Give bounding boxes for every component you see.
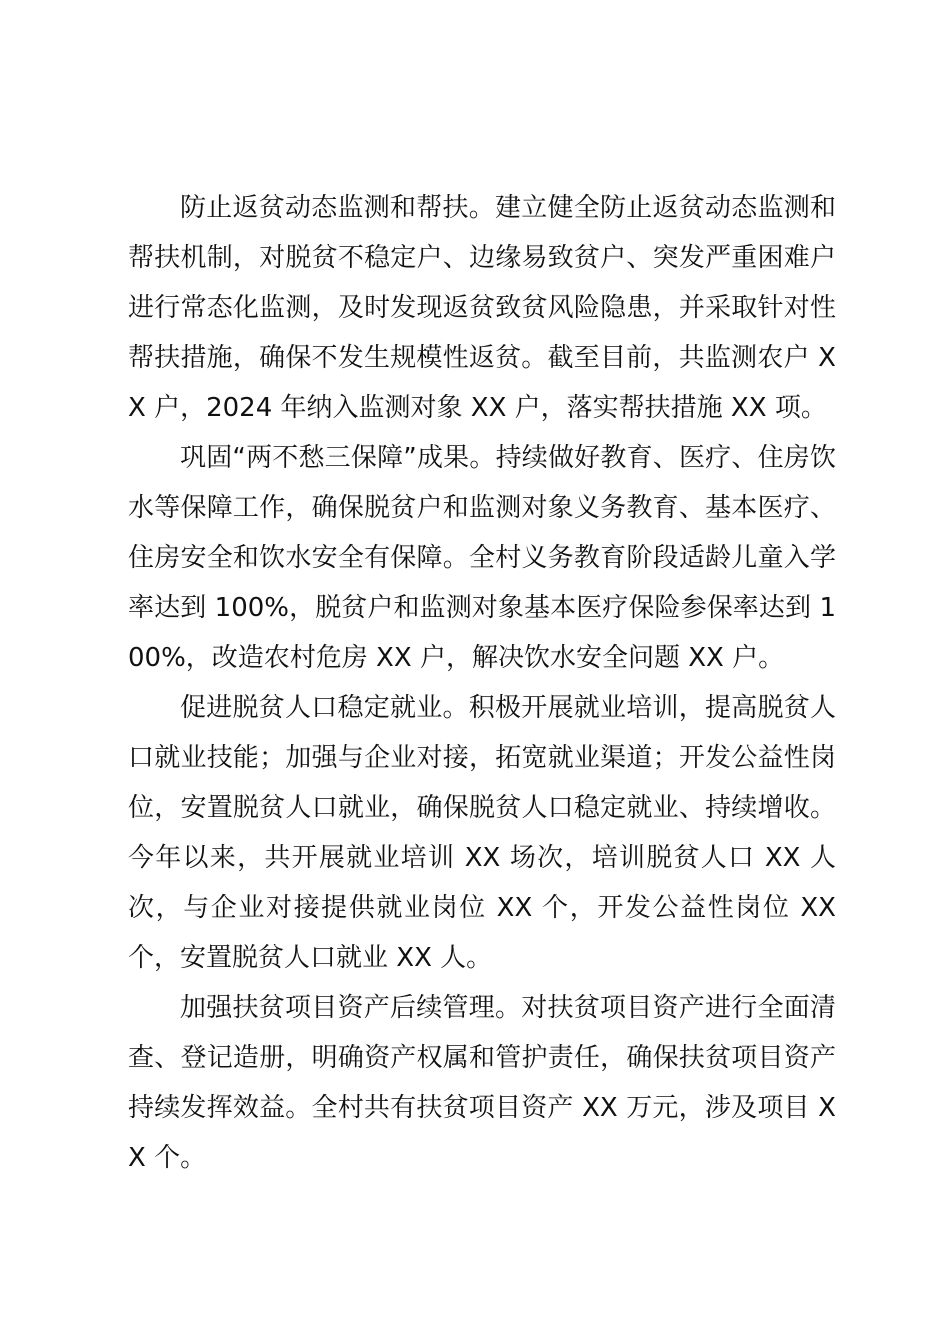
paragraph-asset-management: 加强扶贫项目资产后续管理。对扶贫项目资产进行全面清查、登记造册，明确资产权属和管护责任，确保扶贫项目资产持续发挥效益。全村共有扶贫项目资产 XX 万元，涉及项目 XX 个。	[128, 993, 836, 1173]
paragraph-guarantees: 巩固“两不愁三保障”成果。持续做好教育、医疗、住房饮水等保障工作，确保脱贫户和监测对象义务教育、基本医疗、住房安全和饮水安全有保障。全村义务教育阶段适龄儿童入学率达到 100%，脱贫户和监测对象基本医疗保险参保率达到 100%，改造农村危房 XX 户，解决饮水安全问题 XX 户。	[128, 443, 836, 673]
paragraph-monitoring: 防止返贫动态监测和帮扶。建立健全防止返贫动态监测和帮扶机制，对脱贫不稳定户、边缘易致贫户、突发严重困难户进行常态化监测，及时发现返贫致贫风险隐患，并采取针对性帮扶措施，确保不发生规模性返贫。截至目前，共监测农户 XX 户，2024 年纳入监测对象 XX 户，落实帮扶措施 XX 项。	[128, 193, 836, 423]
document-page	[128, 183, 836, 1183]
paragraph-employment: 促进脱贫人口稳定就业。积极开展就业培训，提高脱贫人口就业技能；加强与企业对接，拓宽就业渠道；开发公益性岗位，安置脱贫人口就业，确保脱贫人口稳定就业、持续增收。今年以来，共开展就业培训 XX 场次，培训脱贫人口 XX 人次，与企业对接提供就业岗位 XX 个，开发公益性岗位 XX 个，安置脱贫人口就业 XX 人。	[128, 693, 836, 973]
